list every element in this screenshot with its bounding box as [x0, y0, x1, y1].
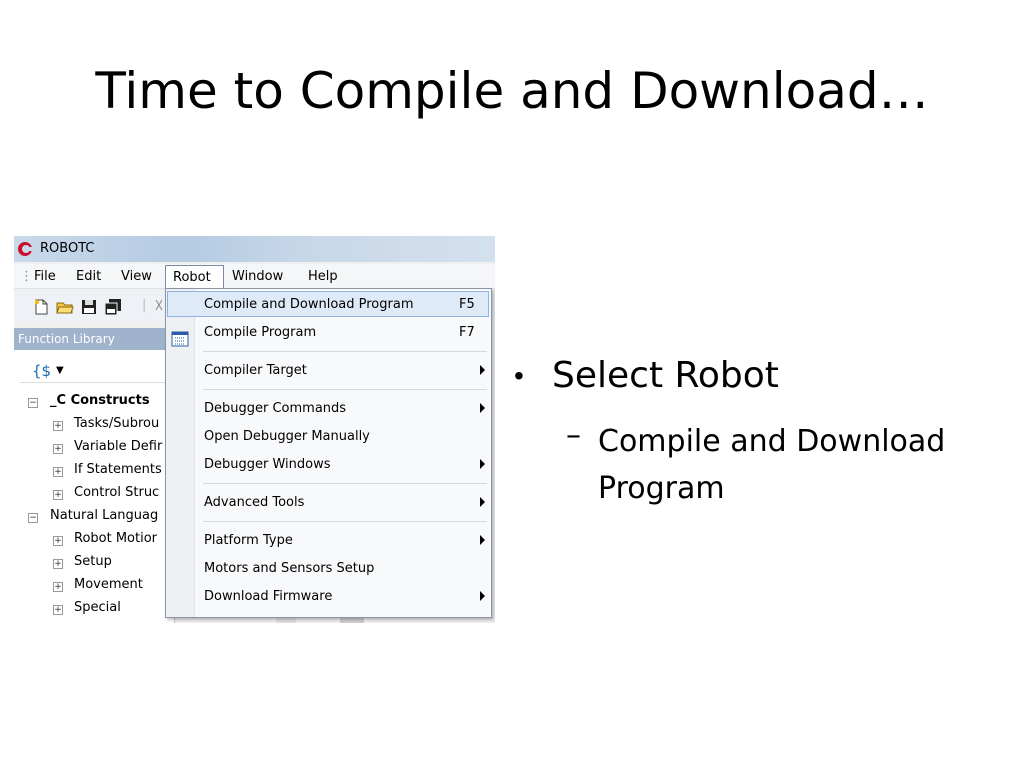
menu-item-platform-type[interactable] [167, 527, 489, 553]
slide-title: Time to Compile and Download… [95, 62, 929, 120]
expand-icon[interactable]: + [54, 421, 62, 431]
menu-separator [203, 483, 487, 484]
submenu-arrow-icon [480, 365, 485, 375]
menu-item-label: Compiler Target [204, 363, 307, 378]
new-file-icon[interactable] [32, 298, 50, 316]
menu-robot[interactable] [165, 265, 224, 290]
window-title: ROBOTC [40, 241, 95, 256]
menu-file[interactable]: File [34, 269, 56, 284]
menu-item-compile-and-download[interactable] [167, 291, 489, 317]
sub-bullet-compile-download: Compile and Download Program [598, 424, 946, 506]
function-library-filter[interactable] [20, 360, 170, 383]
menu-item-open-debugger-manually[interactable] [167, 423, 489, 449]
submenu-arrow-icon [480, 497, 485, 507]
braces-icon: {$ [32, 362, 52, 380]
function-library-panel [14, 350, 175, 623]
menu-item-motors-and-sensors-setup[interactable] [167, 555, 489, 581]
menu-item-compile-program[interactable] [167, 319, 489, 345]
menu-item-label: Download Firmware [204, 589, 333, 604]
bullet-icon: • [514, 360, 524, 391]
save-all-icon[interactable] [104, 298, 122, 316]
tree-node-natural-language[interactable]: Natural Languag [50, 508, 159, 523]
expand-icon[interactable]: + [54, 605, 62, 615]
tree-node-movement[interactable]: Movement [74, 577, 143, 592]
tree-node-if-statements[interactable]: If Statements [74, 462, 162, 477]
menu-item-label: Compile Program [204, 325, 317, 340]
open-folder-icon[interactable] [56, 298, 74, 316]
tree-node-tasks[interactable]: Tasks/Subrou [74, 416, 160, 431]
menu-edit[interactable]: Edit [76, 269, 102, 284]
menu-separator [203, 351, 487, 352]
collapse-icon[interactable]: − [29, 513, 37, 523]
tree-node-control-structures[interactable]: Control Struc [74, 485, 160, 500]
menu-item-debugger-commands[interactable] [167, 395, 489, 421]
menu-item-label: Platform Type [204, 533, 293, 548]
expand-icon[interactable]: + [54, 536, 62, 546]
menu-item-label: Advanced Tools [204, 495, 305, 510]
submenu-arrow-icon [480, 535, 485, 545]
menu-separator [203, 389, 487, 390]
window-titlebar [14, 236, 495, 262]
menu-item-label: Compile and Download Program [204, 297, 414, 312]
toolbar-separator: | [142, 298, 147, 313]
menubar-grip: ⋮ [20, 269, 33, 284]
tree-node-robot-motion[interactable]: Robot Motior [74, 531, 158, 546]
menu-help[interactable]: Help [308, 269, 338, 284]
sub-bullet-dash-icon: – [566, 418, 581, 453]
menu-robot-label: Robot [173, 270, 211, 285]
menu-separator [203, 521, 487, 522]
submenu-arrow-icon [480, 591, 485, 601]
save-icon[interactable] [80, 298, 98, 316]
menu-window[interactable]: Window [232, 269, 284, 284]
menu-item-label: Open Debugger Manually [204, 429, 370, 444]
menu-bar [14, 264, 495, 289]
menu-item-download-firmware[interactable] [167, 583, 489, 609]
expand-icon[interactable]: + [54, 559, 62, 569]
tree-node-setup[interactable]: Setup [74, 554, 112, 569]
expand-icon[interactable]: + [54, 444, 62, 454]
tree-node-c-constructs[interactable]: _C Constructs [50, 393, 150, 408]
tree-node-special[interactable]: Special [74, 600, 121, 615]
chevron-down-icon: ▼ [56, 365, 64, 376]
menu-item-shortcut: F7 [459, 325, 475, 340]
collapse-icon[interactable]: − [29, 398, 37, 408]
robotc-screenshot [14, 236, 495, 623]
bullet-select-robot: Select Robot [552, 355, 779, 396]
menu-item-shortcut: F5 [459, 297, 475, 312]
function-library-header: Function Library [14, 328, 174, 350]
expand-icon[interactable]: + [54, 582, 62, 592]
submenu-arrow-icon [480, 459, 485, 469]
submenu-arrow-icon [480, 403, 485, 413]
menu-view[interactable]: View [121, 269, 152, 284]
menu-item-label: Motors and Sensors Setup [204, 561, 375, 576]
robotc-logo-icon [16, 241, 36, 257]
menu-item-label: Debugger Windows [204, 457, 331, 472]
menu-item-advanced-tools[interactable] [167, 489, 489, 515]
menu-item-label: Debugger Commands [204, 401, 347, 416]
robot-dropdown-menu [165, 288, 492, 618]
expand-icon[interactable]: + [54, 490, 62, 500]
menu-item-compiler-target[interactable] [167, 357, 489, 383]
tree-node-variable-definitions[interactable]: Variable Defir [74, 439, 163, 454]
expand-icon[interactable]: + [54, 467, 62, 477]
menu-item-debugger-windows[interactable] [167, 451, 489, 477]
